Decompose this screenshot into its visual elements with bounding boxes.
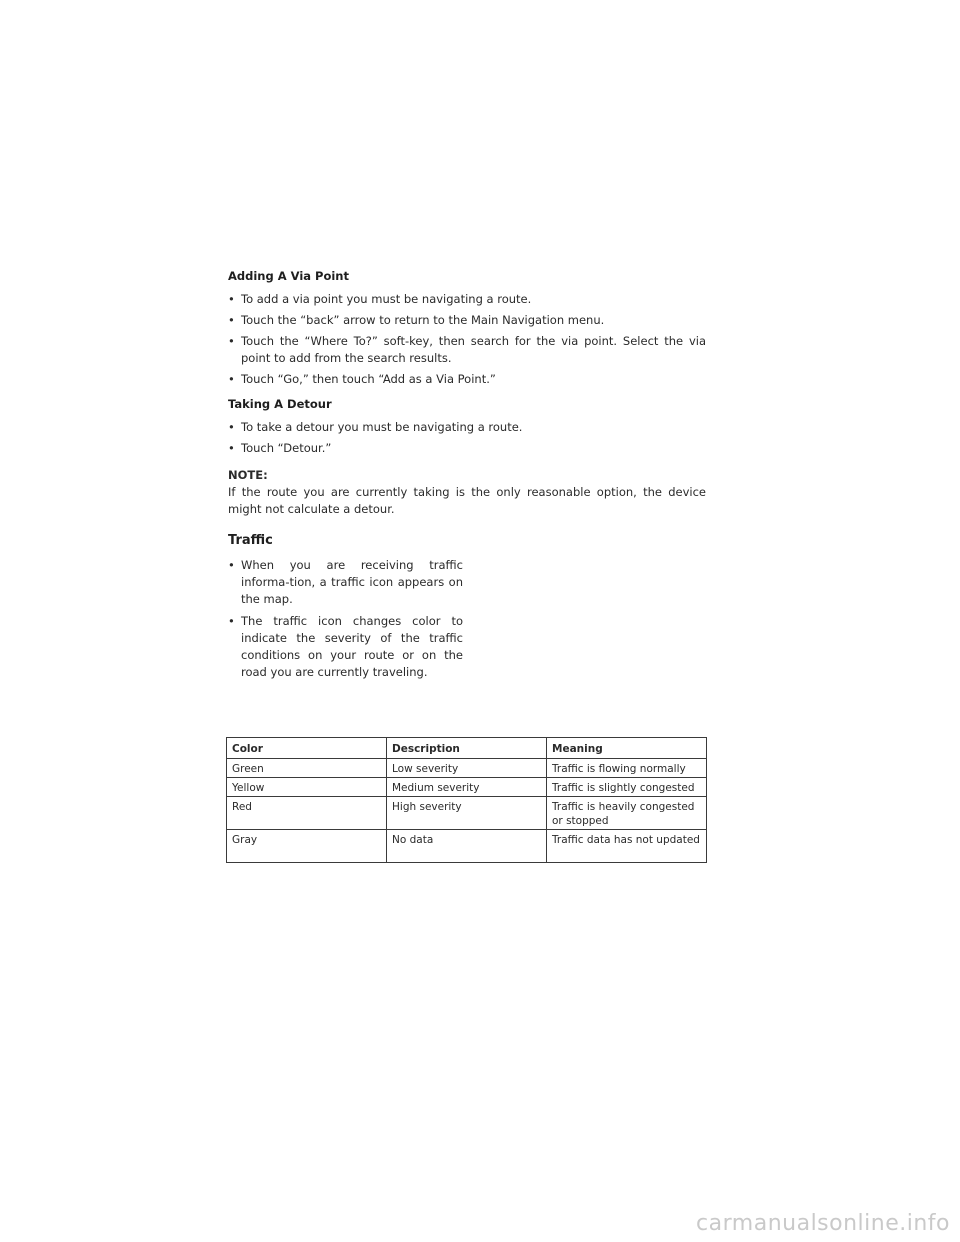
- cell-description: Medium severity: [387, 778, 547, 797]
- cell-description: High severity: [387, 797, 547, 830]
- header-meaning: Meaning: [547, 738, 707, 759]
- traffic-list: [228, 557, 463, 681]
- table-header-row: [227, 738, 707, 759]
- cell-color: Green: [227, 759, 387, 778]
- note-label: NOTE:: [228, 468, 268, 482]
- list-item: • Touch the “Where To?” soft-key, then search for the via point. Select the via point to add from the search results.: [228, 333, 706, 367]
- via-point-heading: Adding A Via Point: [228, 269, 349, 283]
- list-item: • When you are receiving traffic informa-tion, a traffic icon appears on the map.: [228, 557, 463, 608]
- traffic-color-table-wrap: [226, 737, 707, 863]
- cell-meaning: Traffic is heavily congested or stopped: [547, 797, 707, 830]
- cell-color: Gray: [227, 830, 387, 863]
- cell-description: No data: [387, 830, 547, 863]
- traffic-heading: Traffic: [228, 533, 273, 548]
- traffic-color-table: [226, 737, 707, 863]
- table-row: [227, 778, 707, 797]
- cell-meaning: Traffic is flowing normally: [547, 759, 707, 778]
- list-item: • To take a detour you must be navigating a route.: [228, 419, 706, 436]
- list-item: • Touch “Go,” then touch “Add as a Via Point.”: [228, 371, 706, 388]
- list-item: • To add a via point you must be navigating a route.: [228, 291, 706, 308]
- cell-meaning: Traffic data has not updated: [547, 830, 707, 863]
- via-point-list: [228, 291, 706, 388]
- cell-color: Yellow: [227, 778, 387, 797]
- list-item: • The traffic icon changes color to indicate the severity of the traffic conditions on your route or on the road you are currently traveling.: [228, 613, 463, 681]
- header-description: Description: [387, 738, 547, 759]
- note-text: If the route you are currently taking is the only reasonable option, the device might not calculate a detour.: [228, 485, 706, 516]
- site-watermark: carmanualsonline.info: [696, 1211, 950, 1236]
- table-row: [227, 759, 707, 778]
- table-row: [227, 830, 707, 863]
- list-item: • Touch “Detour.”: [228, 440, 706, 457]
- table-row: [227, 797, 707, 830]
- detour-list: [228, 419, 706, 457]
- header-color: Color: [227, 738, 387, 759]
- cell-description: Low severity: [387, 759, 547, 778]
- cell-color: Red: [227, 797, 387, 830]
- list-item: • Touch the “back” arrow to return to the Main Navigation menu.: [228, 312, 706, 329]
- detour-heading: Taking A Detour: [228, 397, 332, 411]
- cell-meaning: Traffic is slightly congested: [547, 778, 707, 797]
- manual-page-content: [228, 268, 706, 686]
